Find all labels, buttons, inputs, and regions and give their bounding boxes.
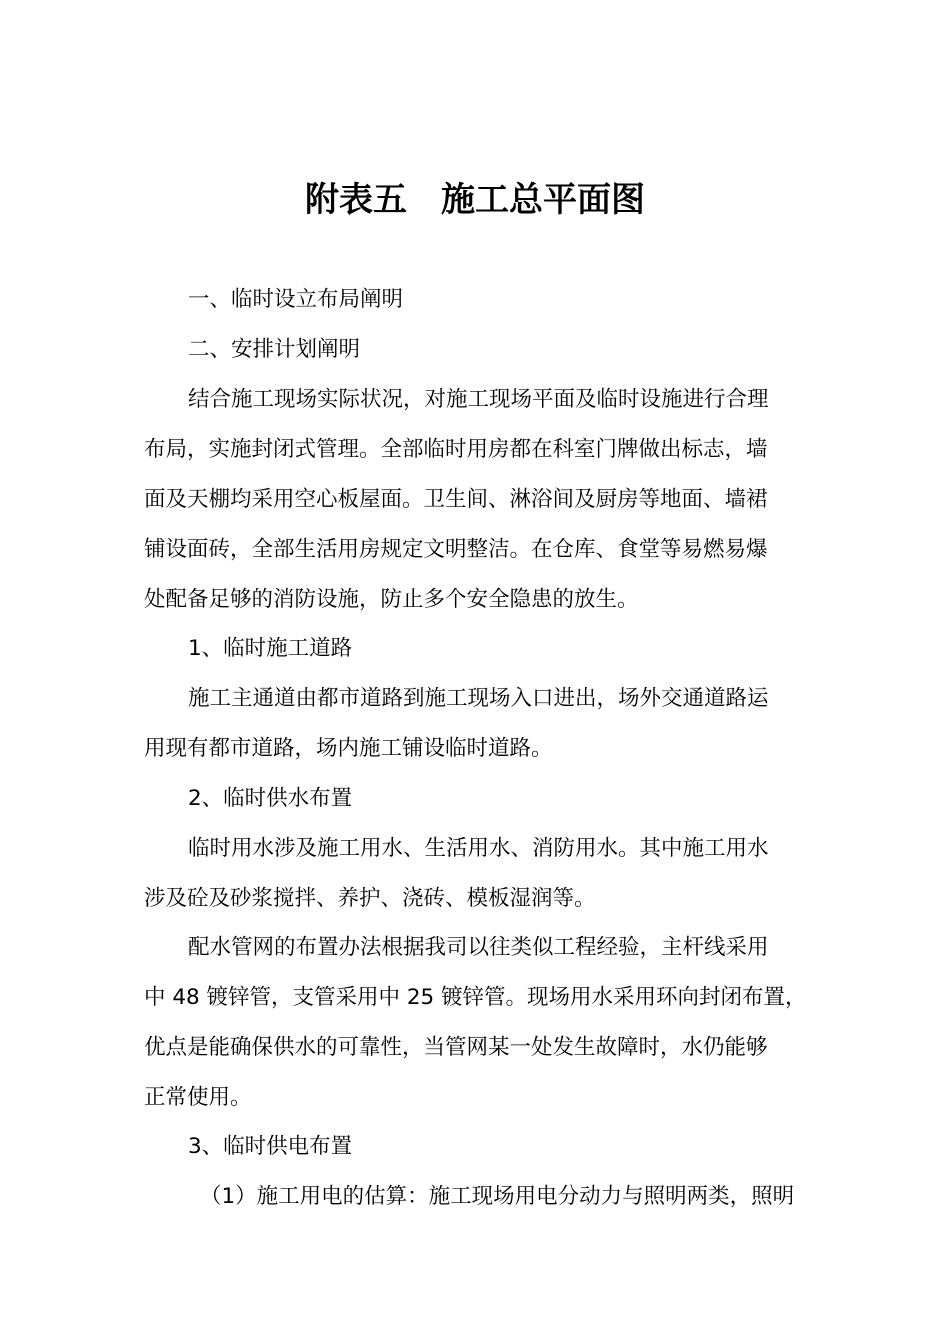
heading-temporary-road: 1、临时施工道路 <box>188 636 353 661</box>
heading-plan: 二、安排计划阐明 <box>188 337 361 362</box>
paragraph-line: 涉及砼及砂浆搅拌、养护、浇砖、模板湿润等。 <box>144 886 596 911</box>
page-title: 附表五 施工总平面图 <box>305 180 645 220</box>
paragraph-line: 中 48 镀锌管，支管采用中 25 镀锌管。现场用水采用环向封闭布置， <box>144 985 807 1010</box>
heading-power-supply: 3、临时供电布置 <box>188 1134 353 1159</box>
heading-water-supply: 2、临时供水布置 <box>188 786 353 811</box>
paragraph-line: 铺设面砖，全部生活用房规定文明整洁。在仓库、食堂等易燃易爆 <box>144 537 768 562</box>
paragraph-line: 优点是能确保供水的可靠性，当管网某一处发生故障时，水仍能够 <box>144 1035 768 1060</box>
paragraph-line: 结合施工现场实际状况，对施工现场平面及临时设施进行合理 <box>188 387 769 412</box>
paragraph-line: 配水管网的布置办法根据我司以往类似工程经验，主杆线采用 <box>188 935 769 960</box>
heading-layout: 一、临时设立布局阐明 <box>188 287 404 312</box>
paragraph-line: 面及天棚均采用空心板屋面。卫生间、淋浴间及厨房等地面、墙裙 <box>144 487 768 512</box>
paragraph-line: 正常使用。 <box>144 1085 252 1110</box>
paragraph-line: （1）施工用电的估算：施工现场用电分动力与照明两类，照明 <box>200 1184 795 1209</box>
paragraph-line: 布局，实施封闭式管理。全部临时用房都在科室门牌做出标志，墙 <box>144 437 768 462</box>
paragraph-line: 施工主通道由都市道路到施工现场入口进出，场外交通道路运 <box>188 686 769 711</box>
paragraph-line: 临时用水涉及施工用水、生活用水、消防用水。其中施工用水 <box>188 836 769 861</box>
paragraph-line: 处配备足够的消防设施，防止多个安全隐患的放生。 <box>144 587 639 612</box>
paragraph-line: 用现有都市道路，场内施工铺设临时道路。 <box>144 736 553 761</box>
